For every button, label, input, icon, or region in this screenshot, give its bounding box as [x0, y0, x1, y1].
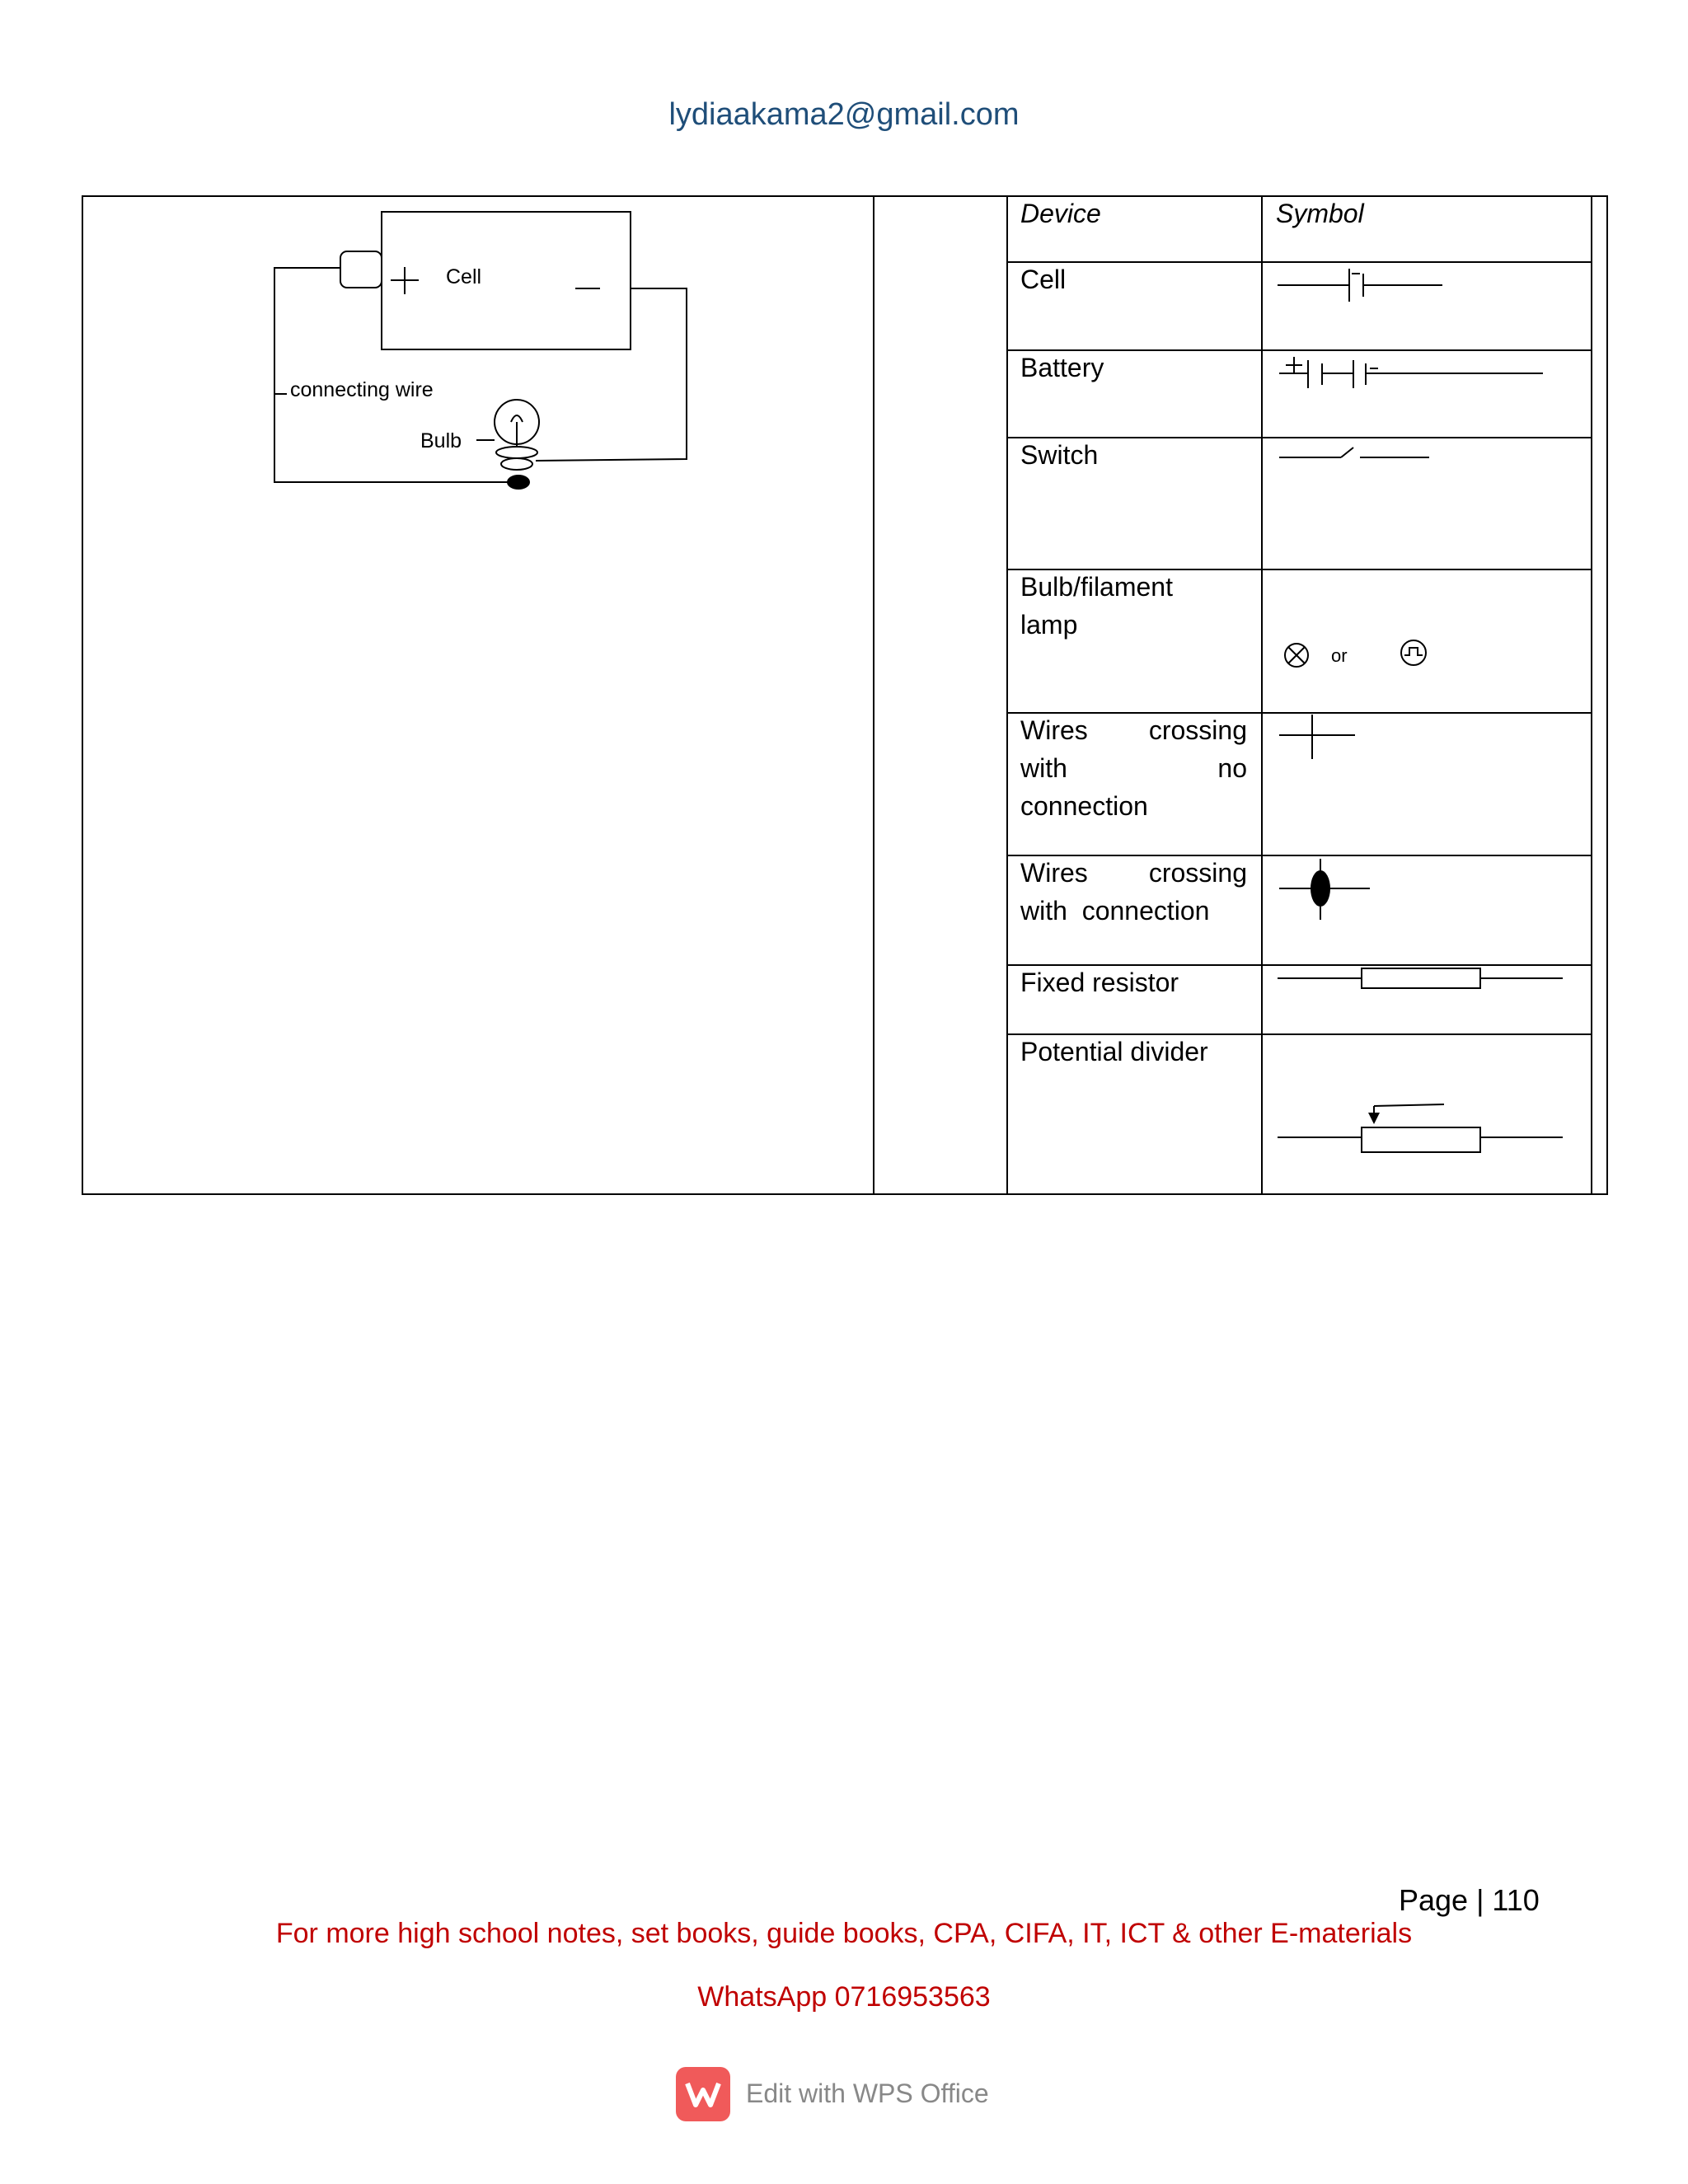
- wires-no-connection-symbol: [1263, 713, 1493, 762]
- device-wires-conn-line2: with connection: [1020, 896, 1210, 926]
- device-wires-no-conn-line1: [1020, 711, 1247, 749]
- device-wires-no-conn-line2: [1020, 749, 1247, 787]
- device-wires-conn-line1: [1020, 854, 1247, 892]
- text-fragment: with: [1020, 753, 1067, 783]
- page-number: Page | 110: [1399, 1883, 1540, 1917]
- column-divider: [873, 195, 874, 1195]
- right-wire: [536, 288, 687, 461]
- device-bulb-line1: Bulb/filament: [1020, 572, 1173, 602]
- or-text: or: [1331, 645, 1348, 666]
- column-divider: [1591, 195, 1592, 1195]
- left-wire: [274, 268, 517, 482]
- text-fragment: Wires: [1020, 715, 1088, 745]
- potential-divider-symbol: [1263, 1096, 1576, 1162]
- cell-terminal: [340, 251, 382, 288]
- bulb-contact: [507, 475, 530, 490]
- device-cell: Cell: [1020, 265, 1067, 294]
- text-fragment: crossing: [1148, 715, 1247, 745]
- wires-connection-symbol: [1263, 857, 1493, 923]
- device-potential-divider: Potential divider: [1020, 1037, 1208, 1066]
- cell-box: [382, 212, 631, 349]
- cell-symbol: [1263, 262, 1493, 312]
- circuit-diagram: [264, 206, 709, 503]
- text-fragment: no: [1217, 753, 1247, 783]
- device-bulb-line2: lamp: [1020, 610, 1078, 640]
- device-wires-no-conn-line3: connection: [1020, 791, 1148, 821]
- text-fragment: crossing: [1148, 858, 1247, 888]
- wps-edit-link[interactable]: Edit with WPS Office: [746, 2079, 989, 2108]
- whatsapp-text[interactable]: WhatsApp 0716953563: [697, 1981, 991, 2013]
- column-divider: [1006, 195, 1008, 1195]
- cell-label: Cell: [446, 265, 482, 288]
- bulb-label: Bulb: [420, 429, 462, 452]
- device-fixed-resistor: Fixed resistor: [1020, 968, 1179, 997]
- fixed-resistor-symbol: [1263, 964, 1576, 997]
- device-switch: Switch: [1020, 440, 1099, 470]
- promo-text[interactable]: For more high school notes, set books, guide books, CPA, CIFA, IT, ICT & other E-materials: [275, 1918, 1413, 1949]
- device-battery: Battery: [1020, 353, 1104, 382]
- filament-lamp-icon: [1401, 640, 1426, 665]
- bulb-base-ring: [496, 447, 537, 458]
- battery-symbol: [1263, 350, 1559, 400]
- wire-label: connecting wire: [290, 378, 434, 401]
- switch-symbol: [1263, 441, 1493, 474]
- wps-logo-icon[interactable]: [676, 2067, 730, 2121]
- header-symbol: Symbol: [1276, 199, 1364, 228]
- bulb-filament: [511, 415, 523, 422]
- column-divider: [1261, 195, 1263, 1195]
- text-fragment: Wires: [1020, 858, 1088, 888]
- lamp-symbol: [1263, 630, 1493, 680]
- header-email: lydiaakama2@gmail.com: [668, 97, 1020, 132]
- header-device: Device: [1020, 199, 1101, 228]
- bulb-base-ring: [501, 458, 532, 470]
